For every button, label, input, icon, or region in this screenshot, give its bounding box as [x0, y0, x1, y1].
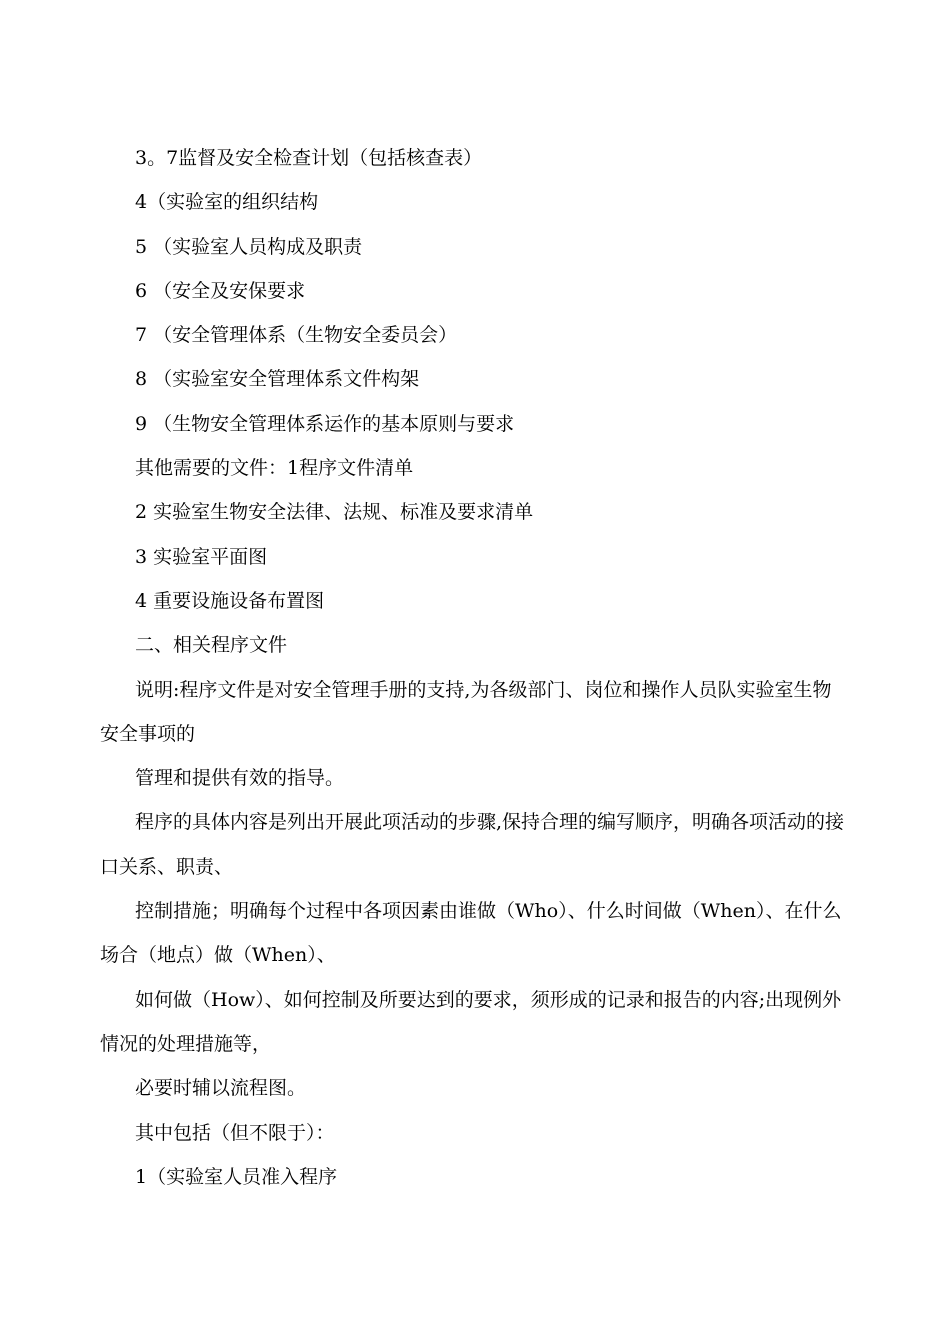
paragraph-procedure-content: 程序的具体内容是列出开展此项活动的步骤,保持合理的编写顺序，明确各项活动的接口关系、职责、 [100, 811, 845, 878]
paragraph-8: 8 （实验室安全管理体系文件构架 [135, 368, 420, 391]
paragraph-control-measures: 控制措施；明确每个过程中各项因素由谁做（Who）、什么时间做（When）、在什么场合（地点）做（When）、 [100, 900, 842, 967]
paragraph-admission: 1（实验室人员准入程序 [135, 1165, 338, 1188]
paragraph-flowchart: 必要时辅以流程图。 [135, 1077, 307, 1100]
section-heading: 二、相关程序文件 [135, 634, 288, 657]
paragraph-7: 7 （安全管理体系（生物安全委员会） [135, 324, 458, 347]
paragraph-9: 9 （生物安全管理体系运作的基本原则与要求 [135, 412, 515, 435]
document-body [100, 136, 850, 1199]
paragraph-5: 5 （实验室人员构成及职责 [135, 235, 363, 258]
paragraph-other-docs: 其他需要的文件：1程序文件清单 [135, 457, 414, 480]
paragraph-floor-plan: 3 实验室平面图 [135, 545, 268, 568]
paragraph-equipment-layout: 4 重要设施设备布置图 [135, 589, 325, 612]
paragraph-includes: 其中包括（但不限于）： [135, 1121, 335, 1144]
paragraph-how: 如何做（How）、如何控制及所要达到的要求，须形成的记录和报告的内容;出现例外情况的处理措施等， [100, 988, 842, 1055]
paragraph-explanation: 说明:程序文件是对安全管理手册的支持,为各级部门、岗位和操作人员队实验室生物安全事项的 [100, 678, 832, 745]
paragraph-6: 6 （安全及安保要求 [135, 279, 306, 302]
paragraph-management: 管理和提供有效的指导。 [135, 767, 345, 790]
paragraph-4: 4（实验室的组织结构 [135, 191, 319, 214]
paragraph-laws-list: 2 实验室生物安全法律、法规、标准及要求清单 [135, 501, 534, 524]
paragraph-3-7: 3。7监督及安全检查计划（包括核查表） [135, 147, 483, 169]
